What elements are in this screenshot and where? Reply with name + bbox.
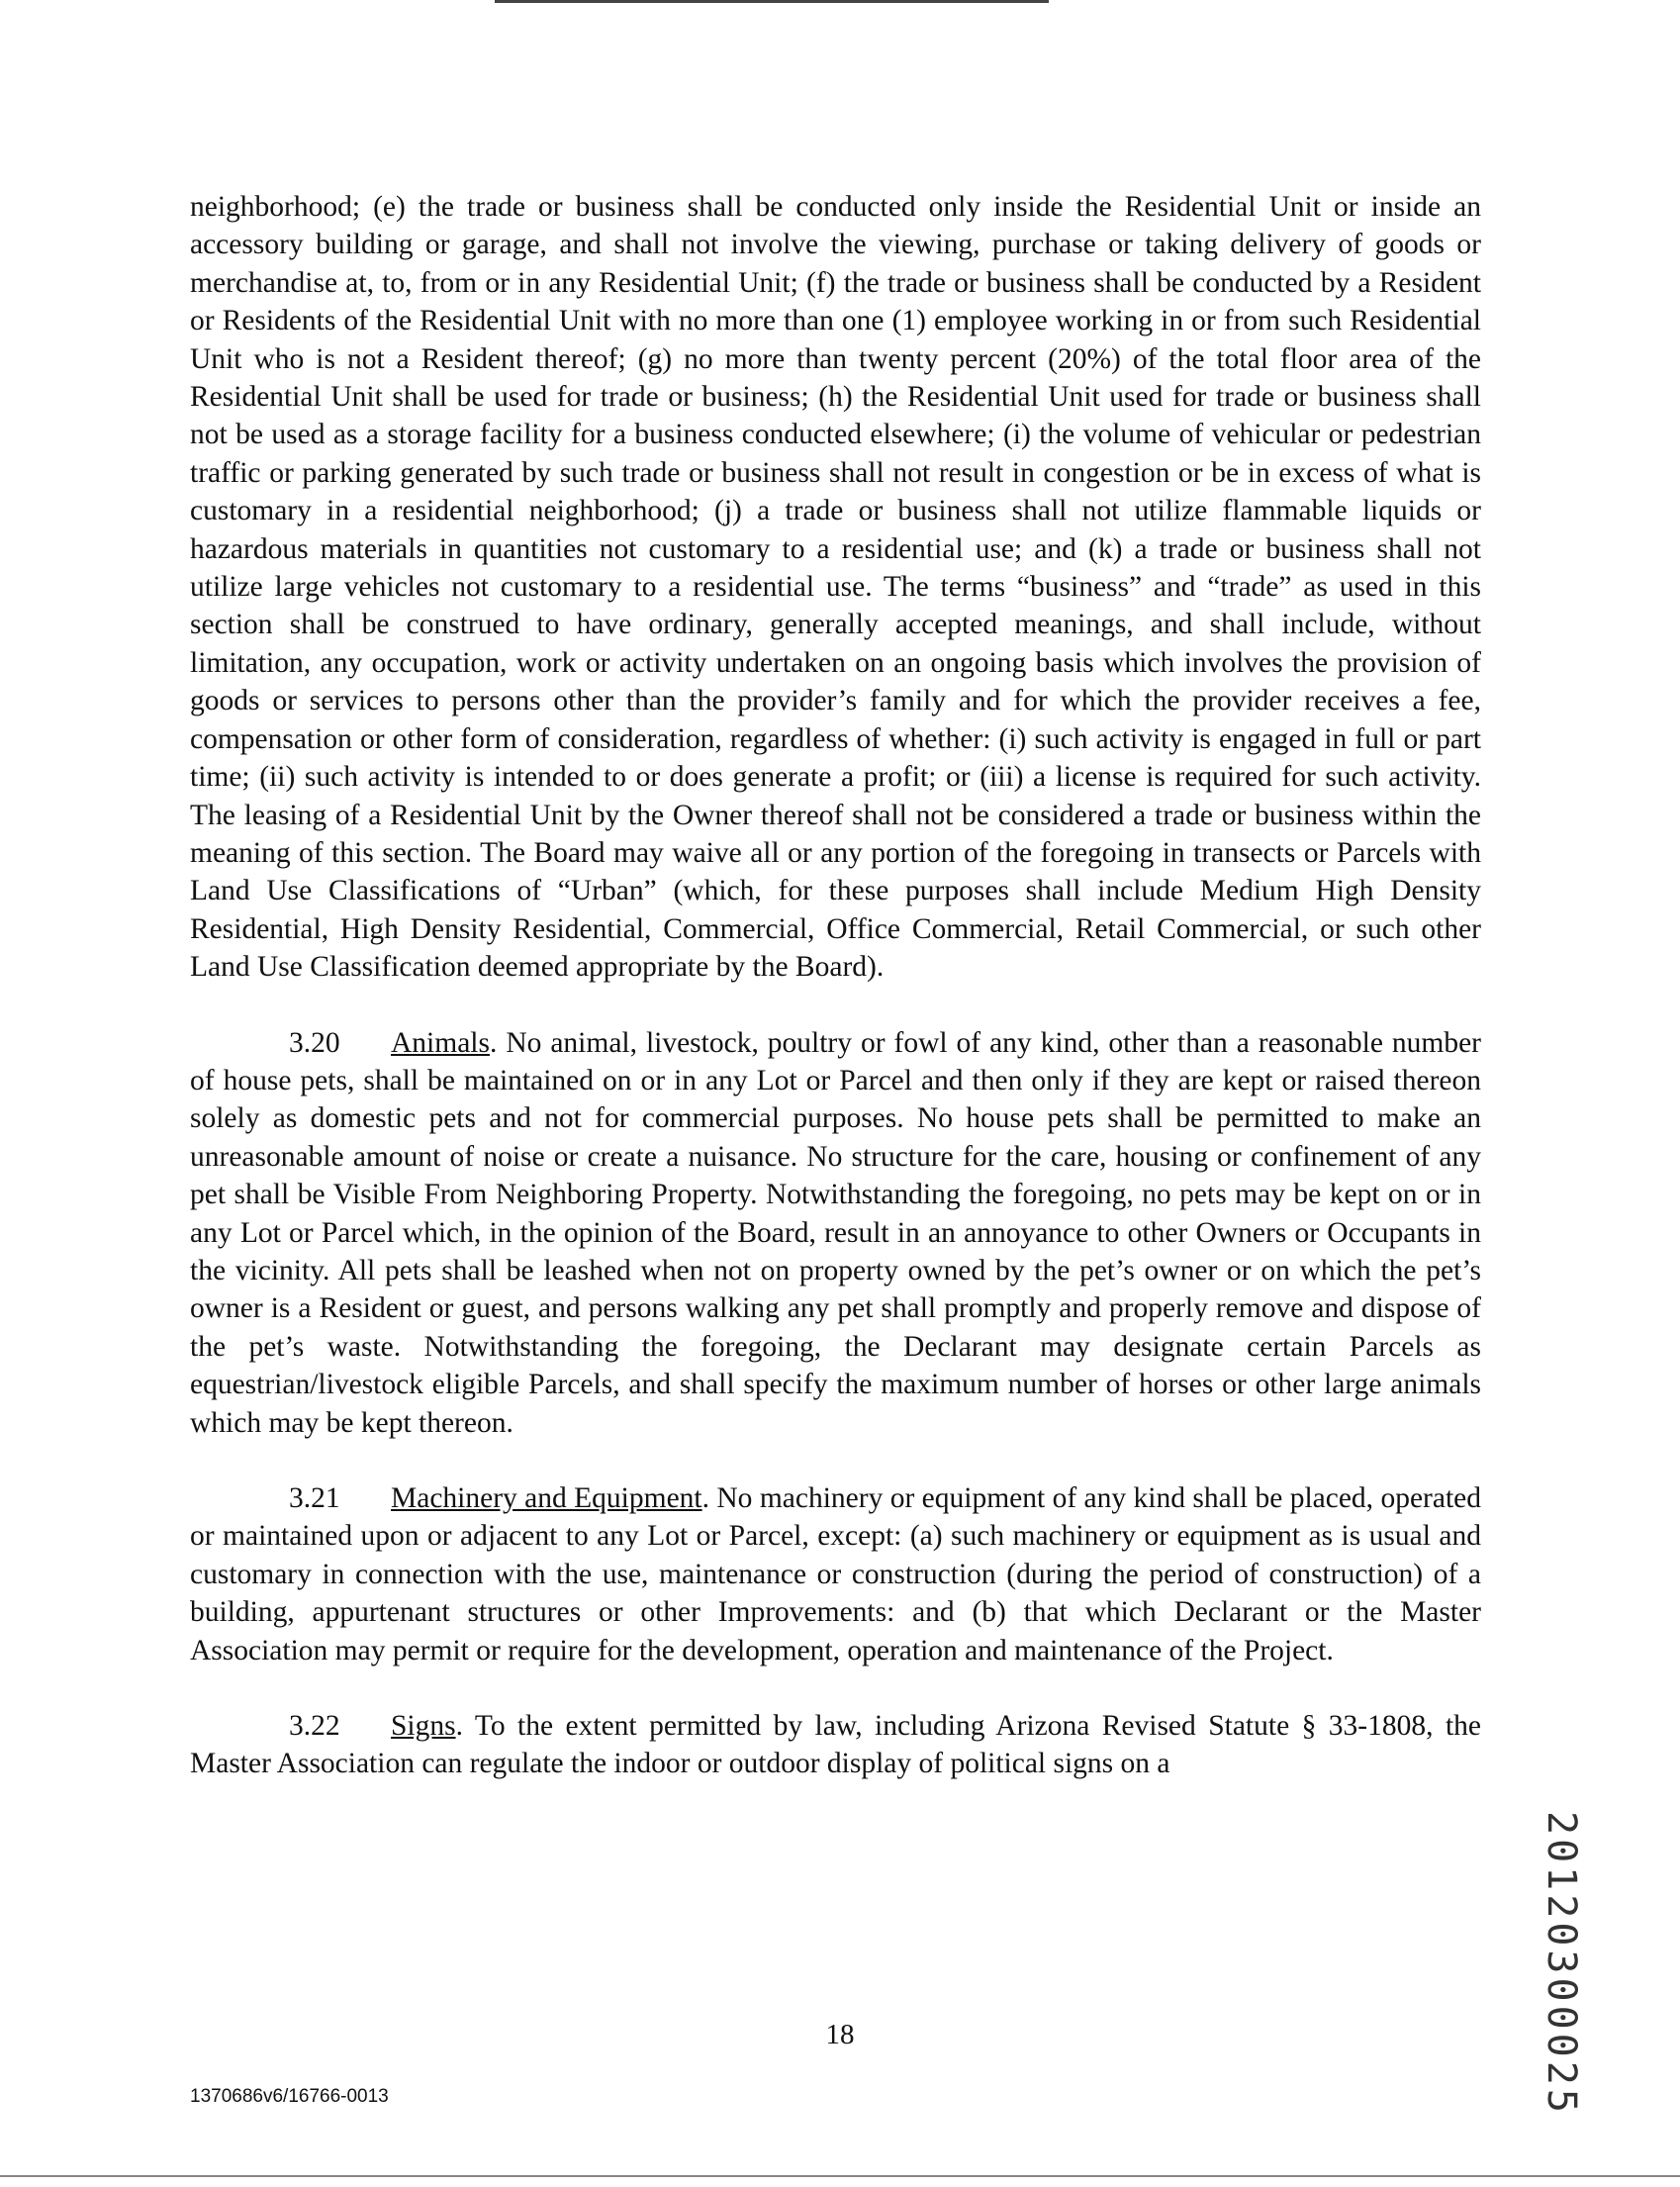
section-number: 3.21: [289, 1482, 340, 1514]
scan-edge-bottom: [0, 2175, 1680, 2177]
scan-edge-top: [495, 0, 1049, 3]
section-heading: Animals: [391, 1026, 490, 1059]
section-3-21: 3.21 Machinery and Equipment. No machinery or equipment of any kind shall be placed, operated or maintained upon or adjacent to any Lot or Parcel, except: (a) such machinery or equipment as is usual and customary in connection with the use, maintenance or construction (during the period of construction) of a building, appurtenant structures or other Improvements: and (b) that which Declarant or the Master Association may permit or require for the development, operation and maintenance of the Project.: [190, 1479, 1481, 1669]
document-body: [190, 188, 1481, 1821]
section-text: No animal, livestock, poultry or fowl of any kind, other than a reasonable number of house pets, shall be maintained on or in any Lot or Parcel and then only if they are kept or raised thereon solely as domestic pets and not for commercial purposes. No house pets shall be permitted to make an unreasonable amount of noise or create a nuisance. No structure for the care, housing or confinement of any pet shall be Visible From Neighboring Property. Notwithstanding the foregoing, no pets may be kept on or in any Lot or Parcel which, in the opinion of the Board, result in an annoyance to other Owners or Occupants in the vicinity. All pets shall be leashed when not on property owned by the pet’s owner or on which the pet’s owner is a Resident or guest, and persons walking any pet shall promptly and properly remove and dispose of the pet’s waste. Notwithstanding the foregoing, the Declarant may designate certain Parcels as equestrian/livestock eligible Parcels, and shall specify the maximum number of horses or other large animals which may be kept thereon.: [190, 1026, 1482, 1439]
section-3-20: 3.20 Animals. No animal, livestock, poultry or fowl of any kind, other than a reasonable number of house pets, shall be maintained on or in any Lot or Parcel and then only if they are kept or raised thereon solely as domestic pets and not for commercial purposes. No house pets shall be permitted to make an unreasonable amount of noise or create a nuisance. No structure for the care, housing or confinement of any pet shall be Visible From Neighboring Property. Notwithstanding the foregoing, no pets may be kept on or in any Lot or Parcel which, in the opinion of the Board, result in an annoyance to other Owners or Occupants in the vicinity. All pets shall be leashed when not on property owned by the pet’s owner or on which the pet’s owner is a Resident or guest, and persons walking any pet shall promptly and properly remove and dispose of the pet’s waste. Notwithstanding the foregoing, the Declarant may designate certain Parcels as equestrian/livestock eligible Parcels, and shall specify the maximum number of horses or other large animals which may be kept thereon.: [190, 1024, 1481, 1442]
section-number: 3.22: [289, 1710, 340, 1743]
section-number: 3.20: [289, 1026, 340, 1059]
section-text: No machinery or equipment of any kind shall be placed, operated or maintained upon or adjacent to any Lot or Parcel, except: (a) such machinery or equipment as is usual and customary in connection with the use, maintenance or construction (during the period of construction) of a building, appurtenant structures or other Improvements: and (b) that which Declarant or the Master Association may permit or require for the development, operation and maintenance of the Project.: [190, 1482, 1481, 1666]
recording-number: 20120300025: [1539, 1811, 1584, 2117]
section-text: To the extent permitted by law, including Arizona Revised Statute § 33-1808, the Master Association can regulate the indoor or outdoor display of political signs on a: [190, 1710, 1481, 1780]
section-heading: Machinery and Equipment: [391, 1482, 702, 1514]
continued-paragraph: neighborhood; (e) the trade or business shall be conducted only inside the Residential Unit or inside an accessory building or garage, and shall not involve the viewing, purchase or taking delivery of goods or merchandise at, to, from or in any Residential Unit; (f) the trade or business shall be conducted by a Resident or Residents of the Residential Unit with no more than one (1) employee working in or from such Residential Unit who is not a Resident thereof; (g) no more than twenty percent (20%) of the total floor area of the Residential Unit shall be used for trade or business; (h) the Residential Unit used for trade or business shall not be used as a storage facility for a business conducted elsewhere; (i) the volume of vehicular or pedestrian traffic or parking generated by such trade or business shall not result in congestion or be in excess of what is customary in a residential neighborhood; (j) a trade or business shall not utilize flammable liquids or hazardous materials in quantities not customary to a residential use; and (k) a trade or business shall not utilize large vehicles not customary to a residential use. The terms “business” and “trade” as used in this section shall be construed to have ordinary, generally accepted meanings, and shall include, without limitation, any occupation, work or activity undertaken on an ongoing basis which involves the provision of goods or services to persons other than the provider’s family and for which the provider receives a fee, compensation or other form of consideration, regardless of whether: (i) such activity is engaged in full or part time; (ii) such activity is intended to or does generate a profit; or (iii) a license is required for such activity. The leasing of a Residential Unit by the Owner thereof shall not be considered a trade or business within the meaning of this section. The Board may waive all or any portion of the foregoing in transects or Parcels with Land Use Classifications of “Urban” (which, for these purposes shall include Medium High Density Residential, High Density Residential, Commercial, Office Commercial, Retail Commercial, or such other Land Use Classification deemed appropriate by the Board).: [190, 191, 1481, 984]
document-id: 1370686v6/16766-0013: [190, 2086, 389, 2107]
section-heading: Signs: [391, 1710, 456, 1743]
section-3-22: 3.22 Signs. To the extent permitted by law, including Arizona Revised Statute § 33-1808, the Master Association can regulate the indoor or outdoor display of political signs on a: [190, 1707, 1481, 1783]
page-number: 18: [825, 2019, 855, 2050]
